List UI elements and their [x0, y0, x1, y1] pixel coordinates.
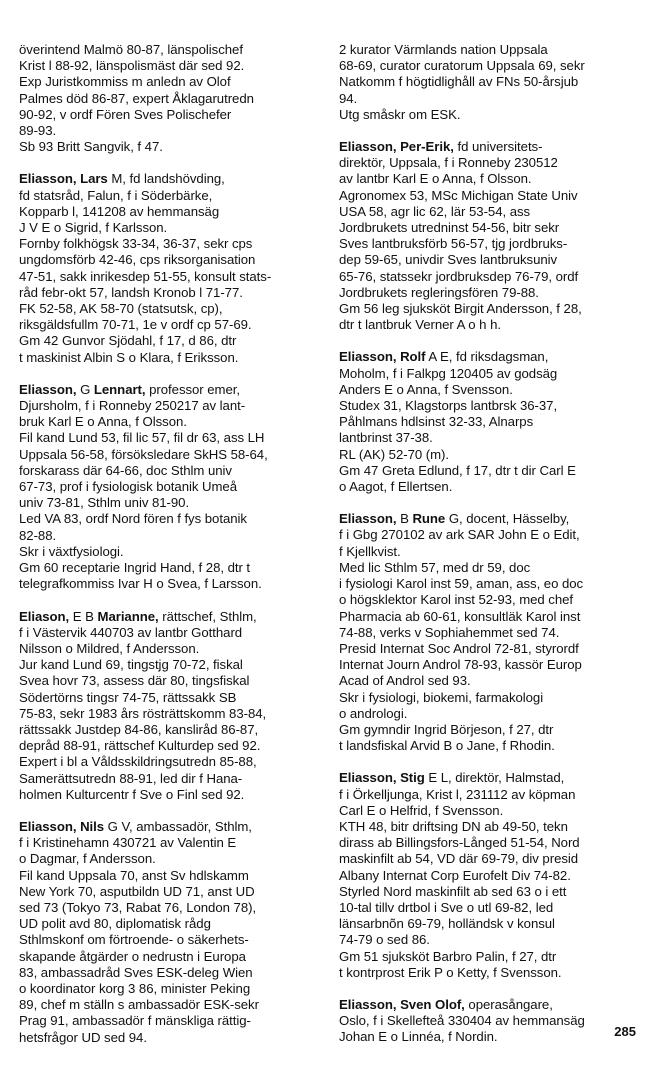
entry-heading-text: G, docent, Hässelby,: [445, 511, 570, 527]
entry-text-line: Jur kand Lund 69, tingstjg 70-72, fiskal: [19, 657, 243, 673]
entry-text-line: Albany Internat Corp Eurofelt Div 74-82.: [339, 867, 571, 883]
biography-entry: [19, 609, 311, 803]
entry-text-line: Djursholm, f i Ronneby 250217 av lant-: [19, 398, 246, 414]
entry-text-line: 83, ambassadråd Sves ESK-deleg Wien: [19, 964, 253, 980]
entry-text-line: Kopparb l, 141208 av hemmansäg: [19, 203, 220, 219]
biography-entry: [339, 770, 631, 981]
entry-name: Eliasson, Rolf: [339, 349, 426, 365]
entry-heading-text: A E, fd riksdagsman,: [425, 349, 549, 365]
entry-text-line: Uppsala 56-58, försöksledare SkHS 58-64,: [19, 446, 268, 462]
entry-text-line: 90-92, v ordf Fören Sves Polischefer: [19, 106, 232, 122]
entry-heading-line: [19, 171, 311, 187]
entry-text-line: Led VA 83, ordf Nord fören f fys botanik: [19, 511, 247, 527]
entry-text-line: o Aagot, f Ellertsen.: [339, 479, 453, 495]
entry-name: Marianne,: [97, 608, 159, 624]
entry-text-line: dtr t lantbruk Verner A o h h.: [339, 317, 501, 333]
entry-text-line: Internat Journ Androl 78-93, kassör Europ: [339, 657, 582, 673]
entry-text-line: Skr i växtfysiologi.: [19, 543, 124, 559]
entry-text-line: ungdomsförb 42-46, cps riksorganisation: [19, 252, 256, 268]
entry-text-line: f Kjellkvist.: [339, 543, 401, 559]
entry-text-line: 68-69, curator curatorum Uppsala 69, sekr: [339, 58, 585, 74]
biography-entry: [19, 382, 311, 593]
entry-text-line: telegrafkommiss Ivar H o Svea, f Larsson.: [19, 576, 262, 592]
entry-text-line: o andrologi.: [339, 705, 408, 721]
entry-name: Eliasson,: [19, 381, 77, 397]
entry-text-line: Gm 42 Gunvor Sjödahl, f 17, d 86, dtr: [19, 333, 237, 349]
entry-heading-text: rättschef, Sthlm,: [158, 608, 257, 624]
entry-name: Eliasson, Per-Erik,: [339, 139, 454, 155]
entry-heading-line: [19, 382, 311, 398]
entry-text-line: Gm 60 receptarie Ingrid Hand, f 28, dtr t: [19, 560, 251, 576]
entry-name: Lennart,: [93, 381, 146, 397]
entry-text-line: Gm 47 Greta Edlund, f 17, dtr t dir Carl E: [339, 462, 576, 478]
entry-text-line: bruk Karl E o Anna, f Olsson.: [19, 414, 187, 430]
entry-name: Eliasson, Stig: [339, 770, 425, 786]
entry-text-line: Fil kand Lund 53, fil lic 57, fil dr 63, ass LH: [19, 430, 265, 446]
entry-text-line: Expert i bl a Våldsskildringsutredn 85-88,: [19, 754, 257, 770]
entry-text-line: Johan E o Linnéa, f Nordin.: [339, 1029, 498, 1045]
entry-text-line: Fornby folkhögsk 33-34, 36-37, sekr cps: [19, 236, 253, 252]
entry-text-line: f i Örkelljunga, Krist l, 231112 av köpman: [339, 786, 576, 802]
entry-text-line: råd febr-okt 57, landsh Kronob l 71-77.: [19, 284, 243, 300]
entry-text-line: holmen Kulturcentr f Sve o Finl sed 92.: [19, 786, 245, 802]
entry-text-line: Moholm, f i Falkpg 120405 av godsäg: [339, 365, 558, 381]
entry-text-line: f i Gbg 270102 av ark SAR John E o Edit,: [339, 527, 580, 543]
entry-text-line: i fysiologi Karol inst 59, aman, ass, eo doc: [339, 576, 584, 592]
entry-text-line: riksgäldsfullm 70-71, 1e v ordf cp 57-69.: [19, 317, 252, 333]
entry-text-line: fd statsråd, Falun, f i Söderbärke,: [19, 187, 213, 203]
entry-text-line: 74-79 o sed 86.: [339, 932, 430, 948]
entry-text-line: t maskinist Albin S o Klara, f Eriksson.: [19, 349, 239, 365]
entry-text-line: USA 58, agr lic 62, lär 53-54, ass: [339, 203, 531, 219]
entry-text-line: univ 73-81, Sthlm univ 81-90.: [19, 495, 190, 511]
entry-text-line: 47-51, sakk inrikesdep 51-55, konsult stats-: [19, 268, 272, 284]
biography-entry: [339, 511, 631, 754]
entry-text-line: UD polit avd 80, diplomatisk rådg: [19, 916, 211, 932]
entry-heading-line: [19, 609, 311, 625]
entry-text-line: FK 52-58, AK 58-70 (statsutsk, cp),: [19, 301, 223, 317]
entry-name: Eliasson, Lars: [19, 171, 108, 187]
entry-text-line: Sves lantbruksförb 56-57, tjg jordbruks-: [339, 236, 568, 252]
biography-entry: [339, 42, 631, 123]
entry-text-line: o högsklektor Karol inst 52-93, med chef: [339, 592, 574, 608]
entry-text-line: RL (AK) 52-70 (m).: [339, 446, 449, 462]
entry-text-line: Påhlmans hdlsinst 32-33, Alnarps: [339, 414, 534, 430]
entry-text-line: Carl E o Helfrid, f Svensson.: [339, 802, 504, 818]
biography-entry: [19, 42, 311, 155]
entry-text-line: o Dagmar, f Andersson.: [19, 851, 156, 867]
entry-text-line: 74-88, verks v Sophiahemmet sed 74.: [339, 624, 560, 640]
entry-text-line: New York 70, asputbildn UD 71, anst UD: [19, 883, 255, 899]
entry-heading-text: M, fd landshövding,: [107, 171, 225, 187]
entry-text-line: direktör, Uppsala, f i Ronneby 230512: [339, 155, 558, 171]
entry-text-line: Sb 93 Britt Sangvik, f 47.: [19, 139, 163, 155]
entry-heading-text: E L, direktör, Halmstad,: [424, 770, 565, 786]
biography-entry: [19, 171, 311, 365]
entry-text-line: hetsfrågor UD sed 94.: [19, 1029, 147, 1045]
left-column: [19, 42, 311, 1062]
entry-text-line: Utg småskr om ESK.: [339, 106, 461, 122]
biography-entry: [339, 349, 631, 495]
entry-text-line: 82-88.: [19, 527, 57, 543]
entry-text-line: depråd 88-91, rättschef Kulturdep sed 92.: [19, 738, 261, 754]
entry-text-line: Agronomex 53, MSc Michigan State Univ: [339, 187, 578, 203]
entry-heading-line: [339, 770, 631, 786]
entry-text-line: 10-tal tillv drtbol i Sve o utl 69-82, led: [339, 899, 554, 915]
entry-text-line: KTH 48, bitr driftsing DN ab 49-50, tekn: [339, 818, 568, 834]
entry-heading-line: [19, 819, 311, 835]
entry-text-line: Gm 56 leg sjuksköt Birgit Andersson, f 28,: [339, 301, 582, 317]
entry-heading-text: operasångare,: [464, 996, 553, 1012]
entry-heading-text: G: [76, 381, 94, 397]
entry-text-line: skapande åtgärder o nedrustn i Europa: [19, 948, 246, 964]
entry-text-line: Presid Internat Soc Androl 72-81, styrordf: [339, 640, 579, 656]
entry-text-line: Skr i fysiologi, biokemi, farmakologi: [339, 689, 544, 705]
biography-entry: [19, 819, 311, 1046]
entry-text-line: f i Västervik 440703 av lantbr Gotthard: [19, 624, 243, 640]
entry-text-line: Studex 31, Klagstorps lantbrsk 36-37,: [339, 398, 558, 414]
entry-text-line: Pharmacia ab 60-61, konsultläk Karol inst: [339, 608, 581, 624]
entry-heading-line: [339, 511, 631, 527]
entry-text-line: 94.: [339, 90, 358, 106]
entry-text-line: Fil kand Uppsala 70, anst Sv hdlskamm: [19, 867, 249, 883]
entry-text-line: länsarbnõn 69-79, holländsk v konsul: [339, 916, 555, 932]
entry-text-line: sed 73 (Tokyo 73, Rabat 76, London 78),: [19, 899, 257, 915]
entry-text-line: 67-73, prof i fysiologisk botanik Umeå: [19, 479, 237, 495]
entry-text-line: Acad of Androl sed 93.: [339, 673, 471, 689]
entry-name: Rune: [412, 511, 446, 527]
entry-text-line: t landsfiskal Arvid B o Jane, f Rhodin.: [339, 738, 555, 754]
entry-text-line: dirass ab Billingsfors-Långed 51-54, Nord: [339, 835, 580, 851]
entry-text-line: 75-83, sekr 1983 års rösträttskomm 83-84,: [19, 705, 267, 721]
entry-text-line: dep 59-65, univdir Sves lantbruksuniv: [339, 252, 558, 268]
entry-text-line: Styrled Nord maskinfilt ab sed 63 o i ett: [339, 883, 567, 899]
entry-text-line: t kontrprost Erik P o Ketty, f Svensson.: [339, 964, 562, 980]
entry-text-line: Samerättsutredn 88-91, led dir f Hana-: [19, 770, 243, 786]
entry-text-line: Jordbrukets utredninst 54-56, bitr sekr: [339, 220, 560, 236]
entry-text-line: o koordinator korg 3 86, minister Peking: [19, 980, 251, 996]
entry-name: Eliason,: [19, 608, 70, 624]
entry-heading-text: G V, ambassadör, Sthlm,: [104, 818, 252, 834]
entry-heading-text: professor emer,: [145, 381, 240, 397]
entry-text-line: f i Kristinehamn 430721 av Valentin E: [19, 835, 237, 851]
entry-text-line: J V E o Sigrid, f Karlsson.: [19, 220, 168, 236]
entry-text-line: Natkomm f högtidlighåll av FNs 50-årsjub: [339, 74, 579, 90]
right-column: [339, 42, 631, 1062]
entry-text-line: Sthlmskonf om förtroende- o säkerhets-: [19, 932, 249, 948]
entry-text-line: 89, chef m ställn s ambassadör ESK-sekr: [19, 997, 259, 1013]
entry-text-line: forskarass där 64-66, doc Sthlm univ: [19, 462, 232, 478]
entry-text-line: Nilsson o Mildred, f Andersson.: [19, 640, 200, 656]
entry-name: Eliasson, Nils: [19, 818, 105, 834]
entry-text-line: 89-93.: [19, 123, 57, 139]
biography-entry: [339, 139, 631, 333]
entry-text-line: Prag 91, ambassadör f mänskliga rättig-: [19, 1013, 251, 1029]
entry-text-line: Exp Juristkommiss m anledn av Olof: [19, 74, 231, 90]
entry-text-line: Krist l 88-92, länspolismäst där sed 92.: [19, 58, 245, 74]
entry-name: Eliasson,: [339, 511, 397, 527]
entry-text-line: Jordbrukets regleringsfören 79-88.: [339, 284, 539, 300]
entry-text-line: maskinfilt ab 54, VD där 69-79, div presid: [339, 851, 579, 867]
entry-text-line: Palmes död 86-87, expert Åklagarutredn: [19, 90, 254, 106]
entry-heading-text: E B: [69, 608, 98, 624]
entry-text-line: Gm gymndir Ingrid Börjeson, f 27, dtr: [339, 721, 554, 737]
entry-heading-text: fd universitets-: [453, 139, 543, 155]
entry-text-line: av lantbr Karl E o Anna, f Olsson.: [339, 171, 532, 187]
page-number: 285: [614, 1024, 636, 1039]
entry-text-line: lantbrinst 37-38.: [339, 430, 433, 446]
entry-text-line: överintend Malmö 80-87, länspolischef: [19, 42, 243, 57]
entry-heading-line: [339, 139, 631, 155]
entry-text-line: Med lic Sthlm 57, med dr 59, doc: [339, 559, 531, 575]
entry-text-line: rättssakk Justdep 84-86, kanslіråd 86-87,: [19, 721, 259, 737]
biography-entry: [339, 997, 631, 1046]
entry-text-line: 65-76, statssekr jordbruksdep 76-79, ordf: [339, 268, 579, 284]
entry-text-line: 2 kurator Värmlands nation Uppsala: [339, 42, 548, 57]
entry-text-line: Oslo, f i Skellefteå 330404 av hemmansäg: [339, 1013, 585, 1029]
entry-heading-line: [339, 349, 631, 365]
entry-text-line: Gm 51 sjuksköt Barbro Palin, f 27, dtr: [339, 948, 557, 964]
entry-name: Eliasson, Sven Olof,: [339, 996, 465, 1012]
entry-text-line: Södertörns tingsr 74-75, rättssakk SB: [19, 689, 237, 705]
entry-text-line: Anders E o Anna, f Svensson.: [339, 381, 513, 397]
entry-heading-text: B: [396, 511, 413, 527]
entry-text-line: Svea hovr 73, assess där 80, tingsfiskal: [19, 673, 250, 689]
entry-heading-line: [339, 997, 631, 1013]
